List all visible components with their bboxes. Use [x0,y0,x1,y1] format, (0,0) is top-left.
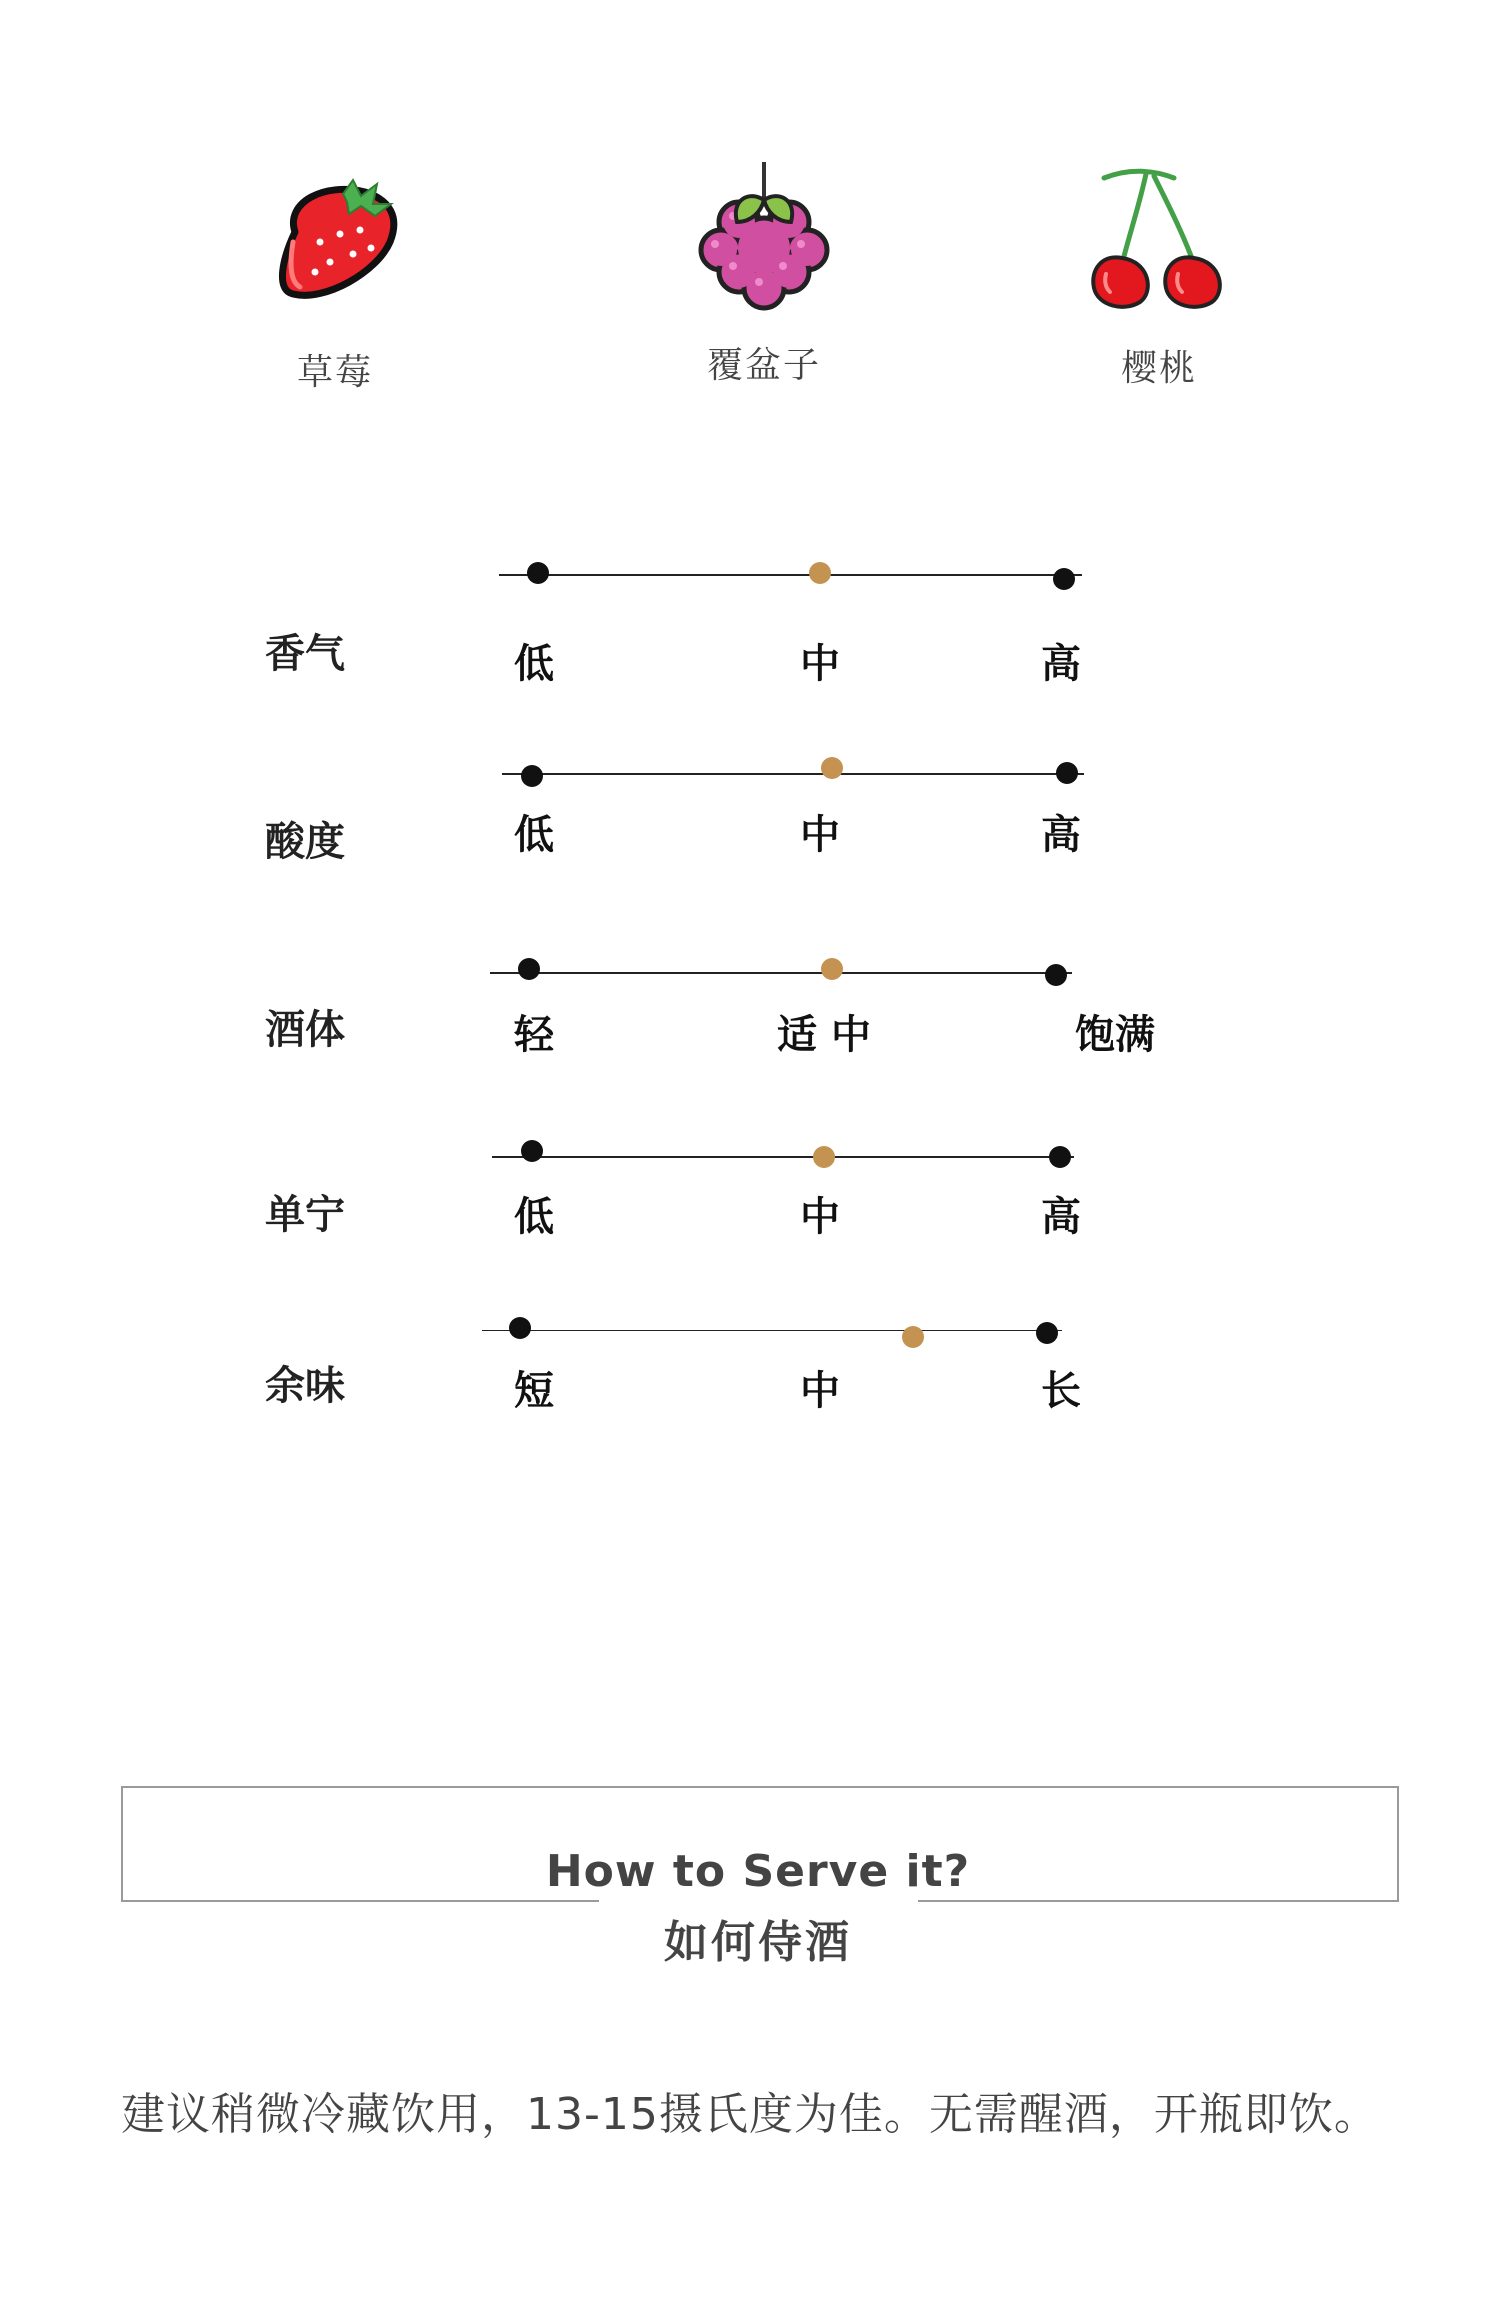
tick-mid: 中 [800,812,840,858]
serve-title: How to Serve it? [545,1846,971,1897]
tick-mid: 适 中 [777,1012,871,1058]
strawberry-icon [265,172,405,312]
tick-low: 低 [514,1194,554,1240]
serve-subtitle: 如何侍酒 [664,1917,852,1968]
serve-frame-divider [121,1900,599,1902]
serve-instructions: 建议稍微冷藏饮用，13-15摄氏度为佳。无需醒酒，开瓶即饮。 [121,2089,1379,2140]
tick-high: 高 [1041,641,1081,687]
profile-track [492,1156,1074,1158]
scale-end-dot [1056,762,1078,784]
tick-high: 高 [1041,1194,1081,1240]
tick-mid: 中 [800,1194,840,1240]
profile-label-aroma: 香气 [265,631,345,677]
raspberry-icon [689,160,839,315]
level-marker [902,1326,924,1348]
level-marker [809,562,831,584]
scale-end-dot [1049,1146,1071,1168]
aroma-label: 覆盆子 [706,345,821,386]
profile-label-finish: 余味 [265,1363,345,1409]
tick-low: 低 [514,641,554,687]
scale-end-dot [509,1317,531,1339]
aroma-label: 樱桃 [1120,348,1197,389]
aroma-raspberry [644,160,884,388]
tick-low: 短 [514,1368,554,1414]
level-marker [821,757,843,779]
tick-mid: 中 [800,641,840,687]
profile-track [482,1330,1062,1331]
scale-end-dot [1053,568,1075,590]
profile-track [499,574,1082,576]
profile-track [490,972,1072,974]
serve-frame-divider [918,1900,1399,1902]
scale-end-dot [1045,964,1067,986]
scale-end-dot [527,562,549,584]
tick-high: 高 [1041,812,1081,858]
level-marker [821,958,843,980]
profile-label-body: 酒体 [265,1007,345,1053]
scale-end-dot [521,1140,543,1162]
tick-low: 低 [514,812,554,858]
level-marker [813,1146,835,1168]
tick-high: 长 [1041,1368,1081,1414]
aroma-label: 草莓 [296,352,373,393]
tick-mid: 中 [800,1368,840,1414]
profile-label-acidity: 酸度 [265,819,345,865]
scale-end-dot [521,765,543,787]
aroma-cherry [1039,166,1279,391]
scale-end-dot [518,958,540,980]
tick-low: 轻 [514,1012,554,1058]
scale-end-dot [1036,1322,1058,1344]
profile-label-tannin: 单宁 [265,1192,345,1238]
tick-high: 饱满 [1075,1012,1155,1058]
profile-track [502,773,1084,775]
cherry-icon [1084,166,1234,316]
aroma-strawberry [215,172,455,395]
